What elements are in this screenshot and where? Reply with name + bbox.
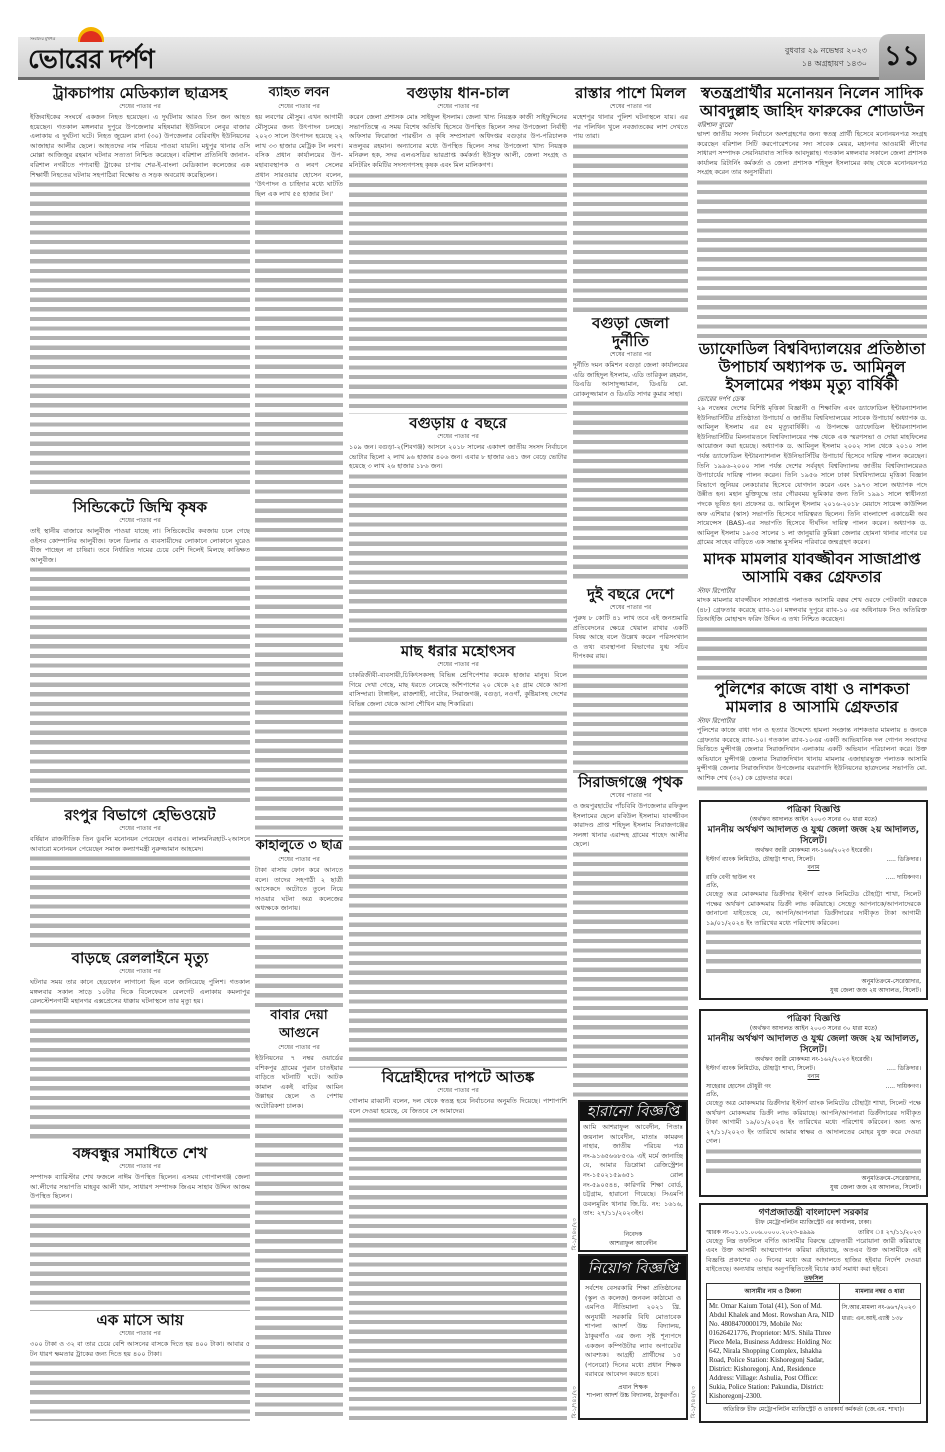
notice-subtitle: (অর্থঋণ আদালত আইন ২০০৩ সনের ৩০ ধারা মতে)	[749, 816, 878, 823]
headline: বগুড়ায় ৫ বছরে	[409, 414, 507, 432]
headline: ট্রাকচাপায় মেডিক্যাল ছাত্রসহ	[52, 84, 228, 102]
article-body: টাকা বাসায় ফোন করে আনতে বলে। তাদের সহপাঠী ২ ছাত্রী আসেকদে অটোতে তুলে নিয়ে দাওয়ার ঘটনা অত্র কলেজের অধ্যক্ষকে জানায়।	[255, 866, 343, 913]
defendant: রাফি বেগী ছাউল গং	[706, 873, 756, 881]
defendant-row	[706, 1082, 921, 1091]
gov-body: যেহেতু নিম্ন তফসিলে বর্ণিত আসামীর বিরুদ্ধে গ্রেফতারী পরোয়ানা জারী করিয়াছে এবং উক্ত আসামী আত্মগোপন করিয়া রহিয়াছে, অতএব উক্ত আসামীকে এই বিজ্ঞপ্তি প্রকাশের ৩০ দিনের মধ্যে অত্র আদালতে হাজির হইবার নির্দেশ দেওয়া যাইতেছে। অন্যথায় তাহার অনুপস্থিতিতেই বিচার কার্য সমাধা করা হইবে।	[706, 1236, 921, 1274]
article-independent-candidate	[697, 84, 927, 340]
gov-office: চীফ মেট্রোপলিটন ম্যাজিস্ট্রেট এর কার্যালয়, ঢাকা।	[755, 1219, 872, 1226]
memo-number: স্মারক নং-০১.০১.০০৬.০০০০.২০২৩-৪৯৯৯	[706, 1228, 815, 1236]
article-text-block	[30, 1007, 250, 1144]
continued-label: শেষের পাতার পর	[609, 103, 652, 110]
court-notice-1	[699, 800, 928, 1000]
court-name: মাননীয় অর্থঋণ আদালত ও যুগ্ম জেলা জজ ২য় আদালত, সিলেট।	[707, 824, 920, 846]
versus: বনাম	[807, 1073, 820, 1080]
gov-signature: অতিরিক্ত চীফ মেট্রোপলিটন ম্যাজিস্ট্রেট ও তারকার্য কর্মকর্তা (জে.এম. শাখা)।	[723, 1406, 904, 1414]
article-body: তাই স্থানীয় বাজারে আলুবীজ পাওয়া যাচ্ছে না। সিন্ডিকেটের কবজায় চলে গেছে ওইসব কোম্পানির আলুবীজ। ফলে ডিলার ও ব্যবসায়ীদের লোকানে লোকানে ঘুরেও বীজ পাচ্ছেন না চাষিরা। তবে নির্ধারিত দামের চেয়ে বেশি দিলেই মিলছে কাঙ্ক্ষিত আলুবীজ।	[30, 527, 250, 564]
notice-title: পত্রিকা বিজ্ঞপ্তি	[786, 805, 841, 815]
article-body: সম্পাদক ব্যারিস্টার শেখ ফজলে নাঈম উপস্থিত ছিলেন। এসময় গোপালগঞ্জ জেলা আ.লীগের সভাপতি মাহবুব আলী খান, সাধারণ সম্পাদক জিএম সাহাব উদ্দিন আজম উপস্থিত ছিলেন।	[30, 1173, 250, 1201]
continued-label: শেষের পাতার পর	[119, 968, 161, 975]
lost-notice-signer: আশরাফুল আবেদীন	[609, 1239, 657, 1247]
article-body: দুর্নীতি দমন কমিশন বগুড়া জেলা কার্যালয়ের এডি জাহিদুল ইসলাম, এডি তারিকুল রহমান, ডিএডি আসাদুজ্জামান, ডিএডি মো. রোকনুজ্জামান ও ডিএডি সাগর কুমার সাহা।	[573, 361, 688, 398]
job-notice-signer: শাপলা আদর্শ উচ্চ বিদ্যালয়, ঠাকুরগাঁও।	[586, 1392, 680, 1400]
article-text-block	[349, 709, 567, 1068]
schedule-label: তফসিল	[803, 1274, 824, 1282]
byline: স্টাফ রিপোর্টার	[697, 717, 735, 725]
case-number: অর্থঋণ জারী মোকদ্দমা নং-১৬২/২০২৩ ইংরেজী।	[755, 1055, 872, 1063]
issue-date	[785, 44, 867, 70]
article-body: চাকরিজীবী-ব্যবসায়ী,চিকিৎসকসহ বিভিন্ন শ্রেণিপেশার কয়েক হাজার মানুষ। বিলে গিয়ে দেখা গেছে, মাছ ধরতে নেমেছে আঁশপাশের ২০ থেকে ২৫ গ্রাম থেকে আসা বাসিন্দারা। টাঙ্গাইল, রাজশাহী, নাটোর, সিরাজগঞ্জ, বগুড়া, নওগাঁ, কুষ্টিয়াসহ দেশের বিভিন্ন জেলা থেকে আসা শৌখিন মাছ শিকারিরা।	[349, 671, 567, 708]
continued-label: শেষের পাতার পর	[119, 103, 161, 110]
headline: রংপুর বিভাগে হেভিওয়েট	[64, 806, 216, 824]
article-text-block	[255, 1112, 343, 1421]
article-salt-production	[255, 84, 343, 837]
headline: মাছ ধরার মহোৎসব	[400, 642, 516, 660]
article-body: ২৯ নভেম্বর দেশের বিশিষ্ট মৃত্তিকা বিজ্ঞানী ও শিক্ষাবিদ এবং ড্যাফোডিল ইন্টারন্যাশনাল ইউনিভার্সিটির প্রতিষ্ঠাতা উপাচার্য ও জাতীয় বিশ্ববিদ্যালয়ের সাবেক উপাচার্য অধ্যাপক ড. আমিনুল ইসলাম এর ৫ম মৃত্যুবার্ষিকী। এ উপলক্ষে ড্যাফোডিল ইন্টারন্যাশনাল ইউনিভার্সিটির মিলনায়তনে বিশ্ববিদ্যালয়ের পক্ষ থেকে এক স্মরণসভা ও দোয়া মাহফিলের আয়োজন করা হয়েছে। অধ্যাপক ড. আমিনুল ইসলাম ২০০২ সাল থেকে ২০১০ সাল পর্যন্ত ড্যাফোডিল ইন্টারন্যাশনাল ইউনিভার্সিটির উপাচার্য হিসেবে দায়িত্ব পালন করেছেন। তিনি ১৯৯৬-২০০০ সাল পর্যন্ত দেশের সর্ববৃহৎ বিশ্ববিদ্যালয় জাতীয় বিশ্ববিদ্যালয়েরও উপাচার্যের দায়িত্ব পালন করেন। তিনি ১৯৫৬ সালে ঢাকা বিশ্ববিদ্যালয়ে মৃত্তিকা বিজ্ঞান বিভাগে জুনিয়র লেকচারার হিসেবে যোগদান করেন এবং ১৯৭৩ সালে অধ্যাপক পদে উন্নীত হন। মহান মুক্তিযুদ্ধে তার গৌরবময় ভূমিকার জন্য তিনি ১৯৯১ সালে স্বাধীনতা পদকে ভূষিত হন। প্রফেসর ড. আমিনুল ইসলাম ২০১৬-২০১৮ মেয়াদে সায়েন্স কাউন্সিল অফ এশিয়ার (স্কাস) সভাপতি হিসেবে দায়িত্বরত ছিলেন। তিনি বাংলাদেশ একাডেমী অব সায়েন্সেস (BAS)-এর সভাপতি হিসেবে দীর্ঘদিন দায়িত্ব পালন করেন। অধ্যাপক ড. আমিনুল ইসলাম ১৯৩৫ সালের ১ লা জানুয়ারি কুমিল্লা জেলার হোমনা থানার নাগের চর গ্রামের সাহেব বাড়িতে এক সম্ভ্রান্ত মুসলিম পরিবারে জন্মগ্রহণ করেন।	[697, 404, 927, 547]
job-notice-signer-label: প্রধান শিক্ষক	[618, 1383, 648, 1391]
continued-label: শেষের পাতার পর	[119, 1330, 161, 1337]
job-notice-body: সর্বশেষ বেসরকারি শিক্ষা প্রতিষ্ঠানের (স্কুল ও কলেজ) জনবল কাঠামো ও এমপিও নীতিমালা ২০২১ খ্রি. অনুযায়ী সরকারি বিধি মোতাবেক শাপলা আদর্শ উচ্চ বিদ্যালয়, ঠাকুরগাঁও এর জন্য সৃষ্ট শূন্যপদে একজন কম্পিউটার ল্যাব অপারেটর আবশ্যক। আগ্রহী প্রার্থীদের ১৫ (পনেরো) দিনের মধ্যে প্রধান শিক্ষক বরাবরে আবেদন করতে হবে।	[585, 1284, 681, 1379]
newspaper-logo: ভোরের দর্পণ	[28, 45, 154, 75]
plaintiff: ইস্টার্ণ ব্যাংক লিমিটেড, চৌহাট্টা শাখা, সিলেট।	[706, 856, 815, 863]
article-text-block	[349, 171, 567, 414]
defendant: সাহেরার হোসেন চৌধুরী গং	[706, 1082, 771, 1090]
case-number: অর্থঋণ জারী মোকদ্দমা নং-১৬৬/২০২৩ ইংরেজী।	[755, 846, 872, 854]
article-text-block	[573, 399, 688, 584]
accused-details: Mr. Omar Kaium Total (41), Son of Md. Abdul Khalek and Most. Rowshan Ara, NID No. 4808470000179, Mobile No: 01626421776, Proprietor: M/S. Shila Three Piece Mela, Business Address: Holding No: 642, Nirala Shopping Complex, Ishakha Road, Police Station: Kishoregonj Sadar, District: Kishoregonj. And, Residence Address: Village: Ashulia, Post Office: Sukia, Police Station: Pakundia, District: Kishoregonj-2300.	[707, 1300, 840, 1404]
headline: বঙ্গবন্ধুর সমাধিতে শেখ	[72, 1144, 208, 1162]
ad-code: বি-১/৭৪২/২৩	[691, 1386, 697, 1418]
article-body: পুলিশের কাজে বাধা দান ও হত্যার উদ্দেশ্যে হামলা সংক্রান্ত নাশকতার মামলায় ৪ জনকে গ্রেফতার করেছে র‌্যাব-১০। গতকাল র‌্যাব-১০এর একটি আভিযানিক দল গোপন সংবাদের ভিত্তিতে মুন্সীগঞ্জ জেলার সিরাজদিখান এলাকায় একটি অভিযান পরিচালনা করে। উক্ত অভিযানে মুন্সীগঞ্জ জেলার সিরাজদিখান থানায় মামলার এজাহারভুক্ত পলাতক আসামি মুন্সীগঞ্জ জেলার সিরাজদিখান উপজেলার বয়রাগাদি ইউনিয়নের ছাত্রদলের সভাপতি মো. আশিক শেখ (৩২) কে গ্রেফতার করে।	[697, 726, 927, 782]
headline: বিদ্রোহীদের দাপটে আতঙ্ক	[381, 1068, 535, 1086]
schedule-table	[706, 1283, 921, 1404]
court-notice-2	[699, 1009, 928, 1197]
article-police-obstruction	[697, 680, 927, 795]
job-notice-title: নিয়োগ বিজ্ঞপ্তি	[580, 1256, 686, 1280]
notice-to: প্রতি,	[706, 881, 719, 889]
article-body: ইউনিয়নের ৭ নম্বর ওয়ার্ডের বশিকপুর গ্রামের পুরান চাতইয়ার বাড়িতে ঘটনাটি ঘটে। আটক কামাল একই বাড়ির আমিন উল্লাহর ছেলে ও পেশায় অটোরিকশা চালক।	[255, 1054, 343, 1110]
ad-code: বি-১/৭৪০/২৩	[572, 1218, 578, 1250]
article-drug-case-arrest	[697, 550, 927, 680]
page-number: ১১	[879, 34, 925, 80]
article-monthly-income	[30, 1311, 250, 1421]
table-header: মামলার নম্বর ও ধারা	[839, 1284, 920, 1300]
table-header-row	[707, 1284, 921, 1300]
masthead	[18, 37, 925, 80]
article-body: পুরুষ ৮ কোটি ৪১ লাখ তবে এই জনশুমারি প্রতিবেদনের ক্ষেত্রে খেয়াল রাখার একটি বিষয় আছে বলে উল্লেখ করেন পরিসংখ্যান ও তথ্য ব্যবস্থাপনা বিভাগের যুগ্ম সচিব দীপংকর রায়।	[573, 614, 688, 661]
byline: স্টাফ রিপোর্টার	[697, 587, 735, 595]
headline: ব্যাহত লবন	[268, 85, 330, 100]
notice-body: যেহেতু অত্র মোকদ্দমার ডিক্রীদার ইস্টার্ণ ব্যাংক লিমিটেড চৌহাট্টা শাখা, সিলেট পক্ষে অর্থঋণ মোকদ্দমায় ডিক্রী লাভ করিয়াছে। আপনি/আপনারা ডিক্রীদারের দাবীকৃত টাকা আগামী ১৯/০১/২০২৪ ইং তারিখের মধ্যে পরিশোধ করিবেন। অন্য অদ্য ২৭/১১/২০২৩ ইং তারিখে আমার স্বাক্ষর ও আদালতের মোহর যুক্ত করে দেওয়া গেল।	[706, 1099, 921, 1146]
article-kahalu-students	[255, 837, 343, 1007]
article-syndicate-farmers	[30, 498, 250, 806]
plaintiff-row	[706, 855, 921, 864]
article-two-years-country	[573, 585, 688, 773]
continued-label: শেষের পাতার পর	[278, 103, 320, 110]
notice-sign-court: যুগ্ম জেলা জজ ২য় আদালত, সিলেট।	[830, 986, 921, 994]
continued-label: শেষের পাতার পর	[437, 103, 479, 110]
article-text-block	[349, 472, 567, 642]
article-father-fire	[255, 1007, 343, 1421]
continued-label: শেষের পাতার পর	[609, 604, 652, 611]
lost-notice-ad	[578, 1100, 688, 1252]
lost-notice-body: আমি আশরাফুল আবেদীন, পিতাঃ জয়নাল আবেদীন, মাতাঃ কামরুন নাহার, জাতীয় পরিচয় পত্র নং-৯১৬৫৬৬৮৫৩৯ এই মর্মে জানাচ্ছি যে, আমার ডিপ্লোমা রেজিস্ট্রেশন নং-১৫০২১৫৯৬৫১ রোল নং-৫৯০৫৪৪, কারিগরি শিক্ষা বোর্ড, চট্টগ্রাম, হারানো গিয়েছে। সিএমপি ডবলমুরিং থানার জি.ডি. নং: ১৬১৬, তাং: ২৭/১১/২০২৩ইং।	[583, 1123, 683, 1218]
memo-date: তারিখ ঃ ২৭/১১/২০২৩	[858, 1228, 921, 1236]
article-text-block	[255, 199, 343, 837]
notice-sign: অনুমতিক্রমে-সেরেস্তাদার,	[861, 1175, 921, 1182]
court-name: মাননীয় অর্থঋণ আদালত ও যুগ্ম জেলা জজ ২য় আদালত, সিলেট।	[707, 1033, 920, 1055]
article-text-block	[30, 1202, 250, 1311]
headline: স্বতন্ত্রপ্রার্থীর মনোনয়ন নিলেন সাদিক আবদুল্লাহ জাহিদ ফারুকের শোডাউন	[699, 84, 925, 120]
headline: বগুড়ায় ধান-চাল	[406, 84, 510, 102]
notice-sign-court: যুগ্ম জেলা জজ ২য় আদালত, সিলেট।	[830, 1183, 921, 1191]
notice-body: যেহেতু অত্র মোকদ্দমার ডিক্রীদার ইস্টার্ণ ব্যাংক লিমিটেড চৌহাট্টা শাখা, সিলেট পক্ষের অর্থঋণ মোকদ্দমায় ডিক্রী লাভ করিয়াছে। সেহেতু আপনাকে/আপনাদেরকে জানানো যাইতেছে যে, আপনি/আপনারা ডিক্রীদারের দাবীকৃত টাকা আগামী ১৯/০১/২০২৪ ইং তারিখের মধ্যে পরিশোধ করিবেন।	[706, 890, 921, 927]
article-text-block	[697, 784, 927, 795]
lost-notice-signer-label: নিবেদক	[623, 1231, 643, 1238]
case-section: সি.আর.মামলা নং-৬৬৭/২০২৩ ধারা: এন.আই.এ্যাক্ট ১৩৮	[839, 1300, 920, 1404]
government-notice	[699, 1203, 928, 1423]
table-row	[707, 1300, 921, 1404]
headline: বাড়ছে রেললাইনে মৃত্যু	[71, 949, 209, 967]
continued-label: শেষের পাতার পর	[437, 1087, 479, 1094]
article-body: ১০৯ জন। বগুড়া-২(শিবগঞ্জ) আসনে ২০১৮ সালের একাদশ জাতীয় সংসদ নির্বাচনে ভোটার ছিলো ২ লাখ ৯৬ হাজার ৪০৬ জন। এবার ৮ হাজার ৬৪১ জন বেড়ে ভোটার হয়েছে ৩ লাখ ২৬ হাজার ১৮৬ জন।	[349, 443, 567, 471]
article-fishing-festival	[349, 642, 567, 1068]
article-body: গোলাম রাব্বানী বলেন, দল থেকে স্বতন্ত্র হয়ে নির্বাচনের অনুমতি দিয়েছে। পাশাপাশি বলে দেওয়া হয়েছে, যে জিতবে সে আমাদের।	[349, 1097, 567, 1115]
article-body: ইজিবাইকের সংঘর্ষে একজন নিহত হয়েছেন। এ দুর্ঘটনায় আরও তিন জন আহত হয়েছেন। গতকাল মঙ্গলবার দুপুরে উপজেলার মহিষমারা ইউনিয়নে লেবুর বাজার এলাকায় এ দুর্ঘটনা ঘটে। নিহত জুয়েল রানা (৩০) উপজেলার বেরিবাইদ ইউনিয়নের আজাহার আলীর ছেলে। আহতদের নাম পরিচয় পাওয়া যায়নি। মধুপুর থানার ওসি মোল্লা আজিজুর রহমান ঘটনার সত্যতা নিশ্চিত করেছেন। বরিশাল প্রতিনিধি জানান- বরিশাল নগরীতে পণ্যবাহী ট্রাকের চাপায় শের-ই-বাংলা মেডিক্যাল কলেজের এক শিক্ষার্থী নিহতের ঘটনায় সহপাঠিরা বিক্ষোভ ও সড়ক অবরোধ করেছিলেন।	[30, 113, 250, 179]
notice-sign: অনুমতিক্রমে-সেরেস্তাদার,	[861, 978, 921, 985]
headline: কাহালুতে ৩ ছাত্র	[255, 838, 343, 853]
headline: ড্যাফোডিল বিশ্ববিদ্যালয়ের প্রতিষ্ঠাতা উপাচার্য অধ্যাপক ড. আমিনুল ইসলামের পঞ্চম মৃত্যু বার্ষিকী	[698, 340, 926, 394]
headline: পুলিশের কাজে বাধা ও নাশকতা মামলার ৪ আসামি গ্রেফতার	[714, 680, 910, 716]
continued-label: শেষের পাতার পর	[278, 1044, 320, 1051]
notice-text-block	[706, 928, 921, 978]
article-text-block	[255, 914, 343, 1007]
versus: বনাম	[807, 864, 820, 871]
article-rail-deaths	[30, 949, 250, 1144]
article-text-block	[30, 180, 250, 496]
continued-label: শেষের পাতার পর	[119, 1163, 161, 1170]
article-body: দ্বাদশ জাতীয় সংসদ নির্বাচনে অংশগ্রহণের জন্য স্বতন্ত্র প্রার্থী হিসেবে মনোনয়নপত্র সংগ্রহ করেছেন বরিশাল সিটি করপোরেশনের সদ্য সাবেক মেয়র, মহানগর আওয়ামী লীগের সাধারণ সম্পাদক সেরনিয়াবাত সাদিক আবদুল্লাহ। গতকাল মঙ্গলবার সকালে জেলা প্রশাসক কার্যালয় রিটার্নিং কর্মকর্তা ও জেলা প্রশাসক শহিদুল ইসলামের কাছ থেকে মনোনয়নপত্র সংগ্রহ করেন তার অনুসারীরা।	[697, 130, 927, 177]
notice-subtitle: (অর্থঋণ আদালত আইন ২০০৩ সনের ৩০ ধারা মতে)	[749, 1025, 878, 1032]
article-text-block	[697, 178, 927, 340]
notice-title: পত্রিকা বিজ্ঞপ্তি	[786, 1014, 841, 1024]
article-text-block	[30, 565, 250, 806]
article-body: মাদক মামলার যাবজ্জীবন সাজাপ্রাপ্ত পলাতক আসামি বক্কর শেখ ওরফে পেটকাটা বক্করকে (৪৮) গ্রেফতার করেছে র‌্যাব-১০। মঙ্গলবার দুপুরে র‌্যাব-১০ এর অধিনায়ক সিও অতিরিক্ত ডিআইজি মোহাম্মদ ফরিদ উদ্দিন এ তথ্য নিশ্চিত করেছেন।	[697, 596, 927, 624]
article-bogura-anticorruption	[573, 314, 688, 584]
plaintiff-role: ..... ডিক্রিদার।	[886, 1065, 921, 1072]
ad-code: বি-১/৭৪১/২৩	[572, 1386, 578, 1418]
article-text-block	[30, 1359, 250, 1421]
article-rangpur-heavyweight	[30, 806, 250, 949]
article-body: ঘটনার সময় তার কানে হেডফোন লাগানো ছিল বলে জানিয়েছে পুলিশ। গতকাল মঙ্গলবার সকাল সাড়ে ১০টার দিকে বিলেফেরস রেলগেট এলাকায় কমলাপুর রেলস্টেশনগামী মহানগর এক্সপ্রেসের ধাক্কায় ঘটনাস্থলে তার মৃত্যু হয়।	[30, 978, 250, 1006]
bangla-date: ১৪ অগ্রহায়ণ ১৪৩০	[801, 59, 867, 68]
continued-label: শেষের পাতার পর	[119, 825, 161, 832]
article-text-block	[573, 850, 688, 1098]
notice-to: প্রতি,	[706, 1090, 719, 1098]
plaintiff-row	[706, 1064, 921, 1073]
headline: বাবার দেয়া আগুনে	[270, 1008, 328, 1041]
article-text-block	[30, 854, 250, 949]
continued-label: শেষের পাতার পর	[609, 351, 652, 358]
article-daffodil-anniversary	[697, 340, 927, 550]
article-bogura-five-years	[349, 414, 567, 642]
article-body: মহেশপুর থানার পুলিশ ঘটনাস্থলে যায়। এর পর পলিথিন খুলে নবজাতকের লাশ দেখতে পায় তারা।	[573, 113, 688, 141]
article-text-block	[697, 625, 927, 680]
article-bogura-paddy-rice	[349, 84, 567, 414]
continued-label: শেষের পাতার পর	[609, 792, 652, 799]
article-body: ও জয়পুরহাটের পাঁচবিবি উপজেলার রফিকুল ইসলামের ছেলে রবিউল ইসলাম। যাবজ্জীবন কারাদণ্ড প্রাপ্ত শহিদুল ইসলাম সিরাজগঞ্জের সলঙ্গা থানার এরান্দহ গ্রামের শাহেদ আলীর ছেলে।	[573, 802, 688, 849]
job-notice-ad	[578, 1254, 688, 1420]
article-rebels-panic	[349, 1068, 567, 1421]
headline: এক মাসে আয়	[96, 1311, 184, 1329]
article-body: হয় লবণের মৌসুম। এখন আগামী মৌসুমের জন্য উৎপাদন চলছে। ২০২৩ সালে উৎপাদন হয়েছে ২২ লাখ ৩৩ হাজার মেট্রিক টন লবণ। বসিক প্রধান কার্যালয়ের উপ-মহাব্যবস্থাপক ও লবণ সেলের প্রধান সারওয়ার হোসেন বলেন, 'উৎপাদন ও চাহিদার মধ্যে ঘাটতি ছিল এক লাখ ৫৫ হাজার টন।'	[255, 113, 343, 198]
plaintiff: ইস্টার্ণ ব্যাংক লিমিটেড, চৌহাট্টা শাখা, সিলেট।	[706, 1065, 815, 1072]
article-body: ৩০০ টাকা ও ৩২ বা তার চেয়ে বেশি আসনের বাসকে দিতে হয় ৪০০ টাকা। আবার ৫ টন ধারণ ক্ষমতার ট্রাকের জন্য দিতে হয় ৪০০ টাকা।	[30, 1340, 250, 1358]
article-body: বর্ষিয়ান রাজনীতিক তিন ডুবলি মনোনয়ন পেয়েছেন এবারও। লালমনিরহাট-২আসনে আবারো মনোনয়ন পেয়েছেন সমাজ কল্যাণমন্ত্রী নুরুজ্জামান আহমেদ।	[30, 835, 250, 853]
gregorian-date: বুধবার ২৯ নভেম্বর ২০২৩	[784, 46, 867, 55]
byline: ভোরের দর্পণ ডেস্ক	[697, 395, 745, 403]
defendant-row	[706, 873, 921, 882]
article-text-block	[573, 142, 688, 314]
byline: বরিশাল ব্যুরো	[697, 121, 733, 129]
headline: বগুড়া জেলা দুর্নীতি	[592, 314, 669, 350]
notice-text-block	[706, 1147, 921, 1175]
continued-label: শেষের পাতার পর	[437, 433, 479, 440]
lost-notice-title: হারানো বিজ্ঞপ্তি	[580, 1102, 686, 1121]
headline: সিন্ডিকেটে জিম্মি কৃষক	[72, 498, 208, 516]
article-truck-accident	[30, 84, 250, 496]
article-bangabandhu-tomb	[30, 1144, 250, 1311]
table-header: আসামীর নাম ও ঠিকানা	[707, 1284, 840, 1300]
continued-label: শেষের পাতার পর	[437, 661, 479, 668]
memo-row	[706, 1228, 921, 1237]
headline: মাদক মামলার যাবজ্জীবন সাজাপ্রাপ্ত আসামি বক্কর গ্রেফতার	[703, 550, 921, 586]
article-roadside-found	[573, 84, 688, 314]
defendant-role: ..... দায়িকগণ।	[885, 1082, 921, 1090]
article-text-block	[349, 1116, 567, 1421]
headline: রাস্তার পাশে মিলল	[575, 84, 686, 102]
plaintiff-role: ..... ডিক্রিদার।	[886, 856, 921, 863]
article-sirajganj	[573, 773, 688, 1098]
defendant-role: ..... দায়িকগণ।	[885, 873, 921, 881]
continued-label: শেষের পাতার পর	[278, 856, 320, 863]
article-body: করেন জেলা প্রশাসক মোঃ সাইফুল ইসলাম। জেলা খাদ্য নিয়ন্ত্রক কাজী সাইফুদ্দিনের সভাপতিত্বে এ সময় বিশেষ অতিথি হিসেবে উপস্থিত ছিলেন সদর উপজেলা নির্বাহী অফিসার ফিরোজা পারভীন ও কৃষি সম্প্রসারণ অধিদপ্তর বগুড়ার উপ-পরিচালক মতলুবর রহমান। অন্যান্যের মধ্যে উপস্থিত ছিলেন সদর উপজেলা খাদ্য নিয়ন্ত্রক মনিরুল হক, সদর এলএসডির ভারপ্রাপ্ত কর্মকর্তা ইউসুফ আলী, জেলা সংগ্রহ ও মনিটরিং কমিটির সদস্যগণসহ কৃষক এবং মিল মালিকগণ।	[349, 113, 567, 169]
article-text-block	[573, 662, 688, 773]
headline: সিরাজগঞ্জে পৃথক	[578, 773, 683, 791]
gov-title: গণপ্রজাতন্ত্রী বাংলাদেশ সরকার	[758, 1208, 869, 1218]
headline: দুই বছরে দেশে	[587, 585, 674, 603]
continued-label: শেষের পাতার পর	[119, 517, 161, 524]
logo-tagline: সংবাদের মুখপত্র	[30, 36, 56, 41]
